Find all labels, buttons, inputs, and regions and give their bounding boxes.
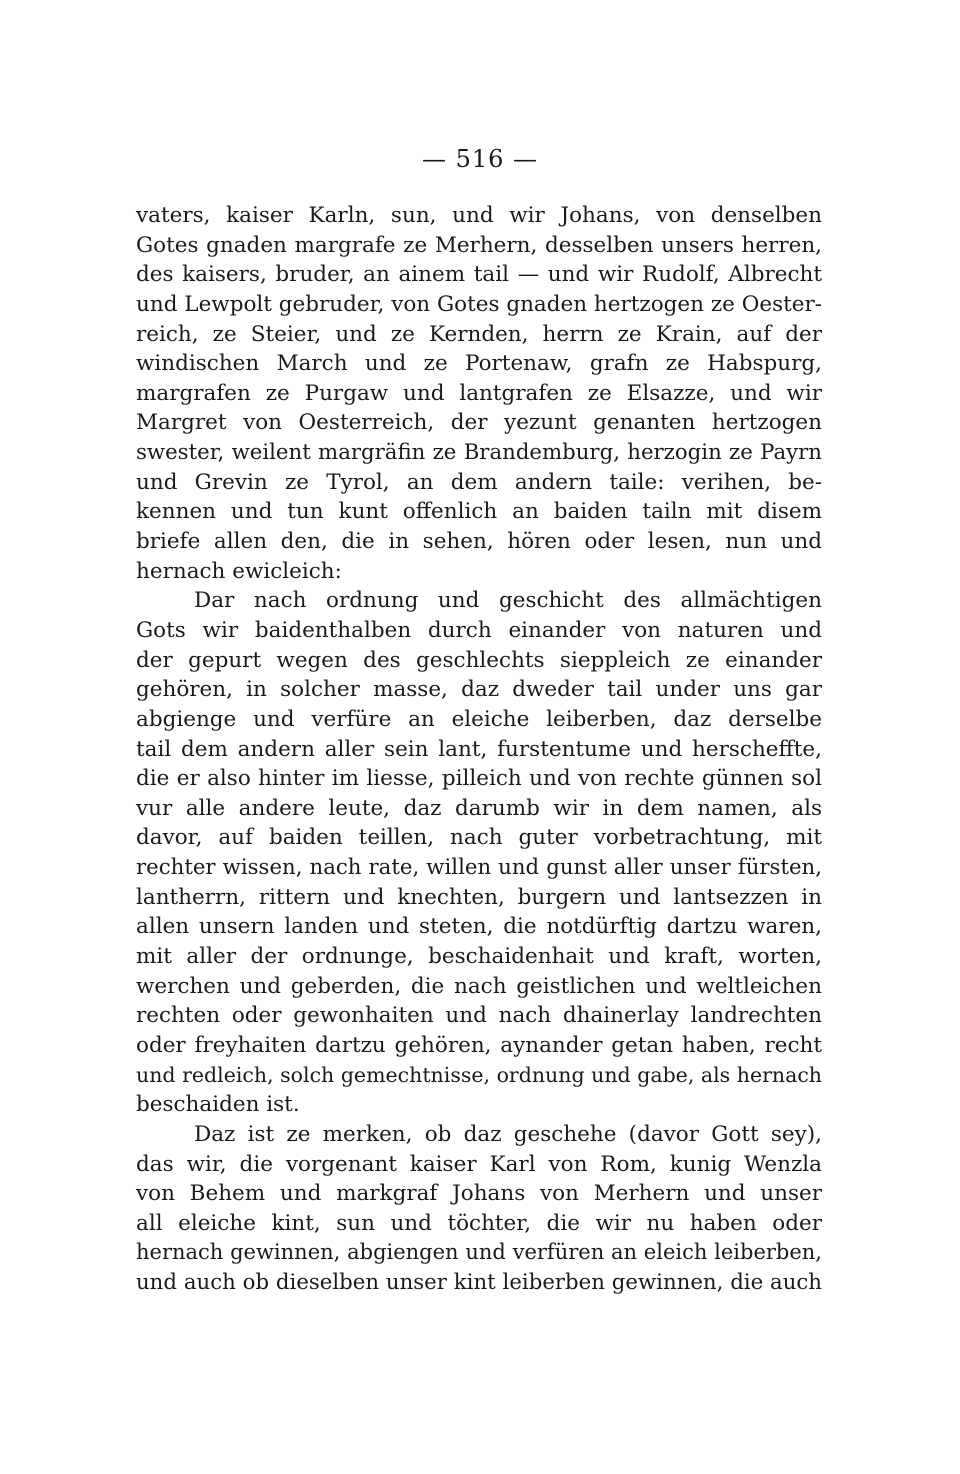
text-line: kennen und tun kunt offenlich an baiden tailn mit disem: [136, 499, 822, 525]
text-line: lantherrn, rittern und knechten, burgern und lantsezzen in: [136, 884, 822, 910]
text-line: und Grevin ze Tyrol, an dem andern taile: verihen, be-: [136, 469, 822, 495]
text-line: des kaisers, bruder, an ainem tail — und wir Rudolf, Albrecht: [136, 262, 822, 288]
text-line: davor, auf baiden teillen, nach guter vorbetrachtung, mit: [136, 825, 822, 851]
text-line: gehören, in solcher masse, daz dweder tail under uns gar: [136, 677, 822, 703]
text-line: und auch ob dieselben unser kint leiberben gewinnen, die auch: [136, 1270, 822, 1296]
text-line: mit aller der ordnunge, beschaidenhait und kraft, worten,: [136, 944, 822, 970]
text-line: reich, ze Steier, und ze Kernden, herrn ze Krain, auf der: [136, 321, 822, 347]
text-line: Dar nach ordnung und geschicht des allmächtigen: [194, 588, 822, 614]
text-line: Margret von Oesterreich, der yezunt genanten hertzogen: [136, 410, 822, 436]
text-line: rechter wissen, nach rate, willen und gunst aller unser fürsten,: [136, 855, 822, 881]
text-line: und Lewpolt gebruder, von Gotes gnaden hertzogen ze Oester-: [136, 291, 823, 317]
text-line: Daz ist ze merken, ob daz geschehe (davor Gott sey),: [194, 1121, 822, 1147]
text-line: vaters, kaiser Karln, sun, und wir Johans, von denselben: [136, 203, 822, 228]
text-line: das wir, die vorgenant kaiser Karl von Rom, kunig Wenzla: [136, 1151, 822, 1177]
text-line: hernach gewinnen, abgiengen und verfüren an eleich leiberben,: [136, 1240, 822, 1265]
text-line: all eleiche kint, sun und töchter, die wir nu haben oder: [136, 1210, 822, 1236]
text-line: Gotes gnaden margrafe ze Merhern, desselben unsers herren,: [136, 232, 822, 258]
text-line: der gepurt wegen des geschlechts sieppleich ze einander: [136, 647, 822, 673]
text-line: swester, weilent margräfin ze Brandemburg, herzogin ze Payrn: [136, 440, 822, 466]
text-line: windischen March und ze Portenaw, grafn ze Habspurg,: [136, 351, 822, 377]
text-line: abgienge und verfüre an eleiche leiberben, daz derselbe: [136, 706, 822, 732]
text-line: tail dem andern aller sein lant, furstentume und herscheffte,: [136, 736, 822, 762]
text-line: briefe allen den, die in sehen, hören oder lesen, nun und: [136, 529, 822, 555]
text-line: rechten oder gewonhaiten und nach dhainerlay landrechten: [136, 1003, 822, 1029]
text-line: Gots wir baidenthalben durch einander von naturen und: [136, 617, 822, 643]
text-line: hernach ewicleich:: [136, 558, 342, 584]
text-line: beschaiden ist.: [136, 1092, 300, 1118]
text-line: margrafen ze Purgaw und lantgrafen ze Elsazze, und wir: [136, 380, 822, 406]
text-line: und redleich, solch gemechtnisse, ordnung und gabe, als hernach: [136, 1062, 822, 1087]
text-line: von Behem und markgraf Johans von Merhern und unser: [136, 1181, 822, 1207]
body-text: [136, 201, 822, 1298]
text-line: vur alle andere leute, daz darumb wir in dem namen, als: [136, 795, 822, 821]
text-line: werchen und geberden, die nach geistlichen und weltleichen: [136, 973, 822, 999]
text-line: oder freyhaiten dartzu gehören, aynander getan haben, recht: [136, 1032, 822, 1058]
page-number: — 516 —: [421, 145, 539, 173]
text-line: die er also hinter im liesse, pilleich und von rechte günnen sol: [136, 766, 822, 792]
text-line: allen unsern landen und steten, die notdürftig dartzu waren,: [136, 914, 822, 940]
